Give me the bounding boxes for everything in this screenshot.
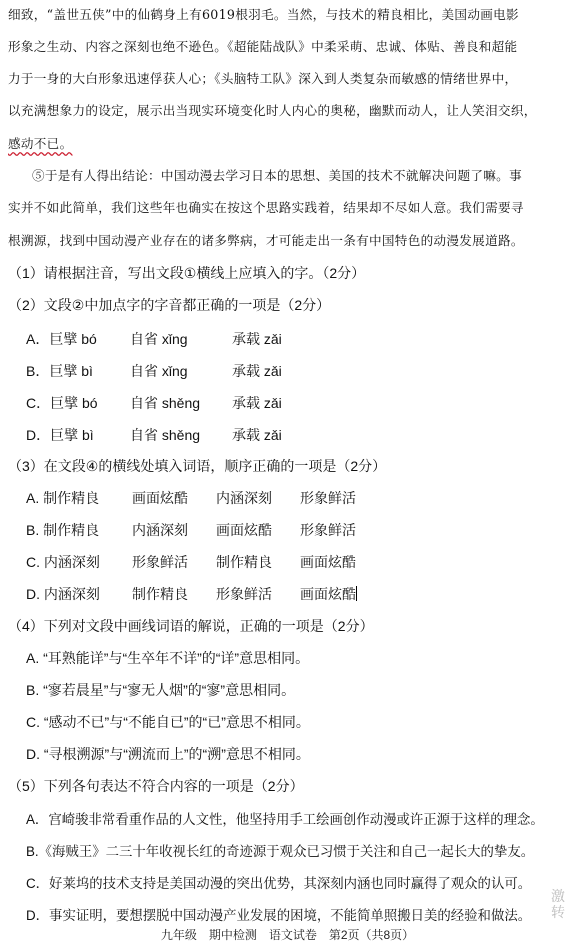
passage-line: 力于一身的大白形象迅速俘获人心；《头脑特工队》深入到人类复杂而敏感的情绪世界中， [8,71,518,86]
q3-option-part: 画面炫酷 [132,490,188,506]
q4-option-a: A. “耳熟能详”与“生卒年不详”的“详”意思相同。 [26,650,310,666]
passage-line: 实并不如此简单，我们这些年也确实在按这个思路实践着，结果却不尽如人意。我们需要寻 [8,200,524,215]
question-1: （1）请根据注音，写出文段①横线上应填入的字。（2分） [8,265,366,281]
q2-option-d [26,425,282,445]
q3-option-part: 形象鲜活 [216,586,272,602]
q2-option-part: 承载 zǎi [232,427,282,443]
q5-option-a: A．宫崎骏非常看重作品的人文性，他坚持用手工绘画创作动漫或许正源于这样的理念。 [26,812,544,827]
q2-option-part: 承载 zǎi [232,363,282,379]
q2-option-part: 自省 xǐnɡ [130,331,188,347]
question-5: （5）下列各句表达不符合内容的一项是（2分） [8,778,304,794]
q2-option-part: A．巨擘 bó [26,331,97,347]
question-4: （4）下列对文段中画线词语的解说，正确的一项是（2分） [8,618,374,634]
q3-option-d [26,584,357,604]
q2-option-part: 自省 shěnɡ [130,427,201,443]
q3-option-part: B. 制作精良 [26,522,100,538]
q3-option-part: 形象鲜活 [132,554,188,570]
q3-option-part: 内涵深刻 [132,522,188,538]
q3-option-part: 画面炫酷 [300,554,356,570]
q2-option-part: 自省 shěnɡ [130,395,201,411]
q2-option-part: 承载 zǎi [232,331,282,347]
q4-option-c: C. “感动不已”与“不能自已”的“已”意思不相同。 [26,714,310,730]
q3-option-part: D. 内涵深刻 [26,586,100,602]
q2-option-a [26,329,282,349]
q2-option-part: B．巨擘 bì [26,363,93,379]
q2-option-part: D．巨擘 bì [26,427,94,443]
q2-option-part: C．巨擘 bó [26,395,98,411]
q4-option-d: D. “寻根溯源”与“溯流而上”的“溯”意思不相同。 [26,746,310,762]
passage-line: ⑤于是有人得出结论：中国动漫去学习日本的思想、美国的技术不就解决问题了嘛。事 [32,168,522,183]
q3-option-part: 画面炫酷 [300,586,356,602]
q3-option-part: 制作精良 [132,586,188,602]
q3-option-c [26,552,356,572]
text-cursor [356,586,357,601]
q3-option-part: 画面炫酷 [216,522,272,538]
q2-option-part: 承载 zǎi [232,395,282,411]
question-2: （2）文段②中加点字的字音都正确的一项是（2分） [8,297,331,313]
passage-line-underlined [8,137,564,151]
q5-option-b: B.《海贼王》二三十年收视长红的奇迹源于观众已习惯于关注和自己一起长大的挚友。 [26,844,535,859]
q5-option-d: D．事实证明，要想摆脱中国动漫产业发展的困境，不能简单照搬日美的经验和做法。 [26,908,532,923]
passage-line: 根溯源，找到中国动漫产业存在的诸多弊病，才可能走出一条有中国特色的动漫发展道路。 [8,233,524,248]
underlined-phrase: 感动不已。 [8,136,73,151]
passage-line: 细致，“盖世五侠”中的仙鹤身上有6019根羽毛。当然，与技术的精良相比，美国动画电影 [8,7,519,22]
q3-option-a [26,488,356,508]
q3-option-part: C. 内涵深刻 [26,554,100,570]
q3-option-part: 形象鲜活 [300,522,356,538]
q3-option-part: 制作精良 [216,554,272,570]
q3-option-b [26,520,356,540]
q2-option-c [26,393,282,413]
passage-line: 形象之生动、内容之深刻也绝不逊色。《超能陆战队》中柔采萌、忠诚、体贴、善良和超能 [8,39,518,54]
q3-option-part: 形象鲜活 [300,490,356,506]
passage-line: 以充满想象力的设定，展示出当现实环境变化时人内心的奥秘，幽默而动人，让人笑泪交织， [8,103,537,118]
q3-option-part: 内涵深刻 [216,490,272,506]
q2-option-b [26,361,282,381]
question-3: （3）在文段④的横线处填入词语，顺序正确的一项是（2分） [8,458,387,474]
q5-option-c: C．好莱坞的技术支持是美国动漫的突出优势，其深刻内涵也同时赢得了观众的认可。 [26,876,532,891]
page-footer: 九年级 期中检测 语文试卷 第2页（共8页） [160,928,415,942]
q2-option-part: 自省 xǐnɡ [130,363,188,379]
q3-option-part: A. 制作精良 [26,490,100,506]
watermark: 激 转 [551,888,565,920]
q4-option-b: B. “寥若晨星”与“寥无人烟”的“寥”意思相同。 [26,682,296,698]
